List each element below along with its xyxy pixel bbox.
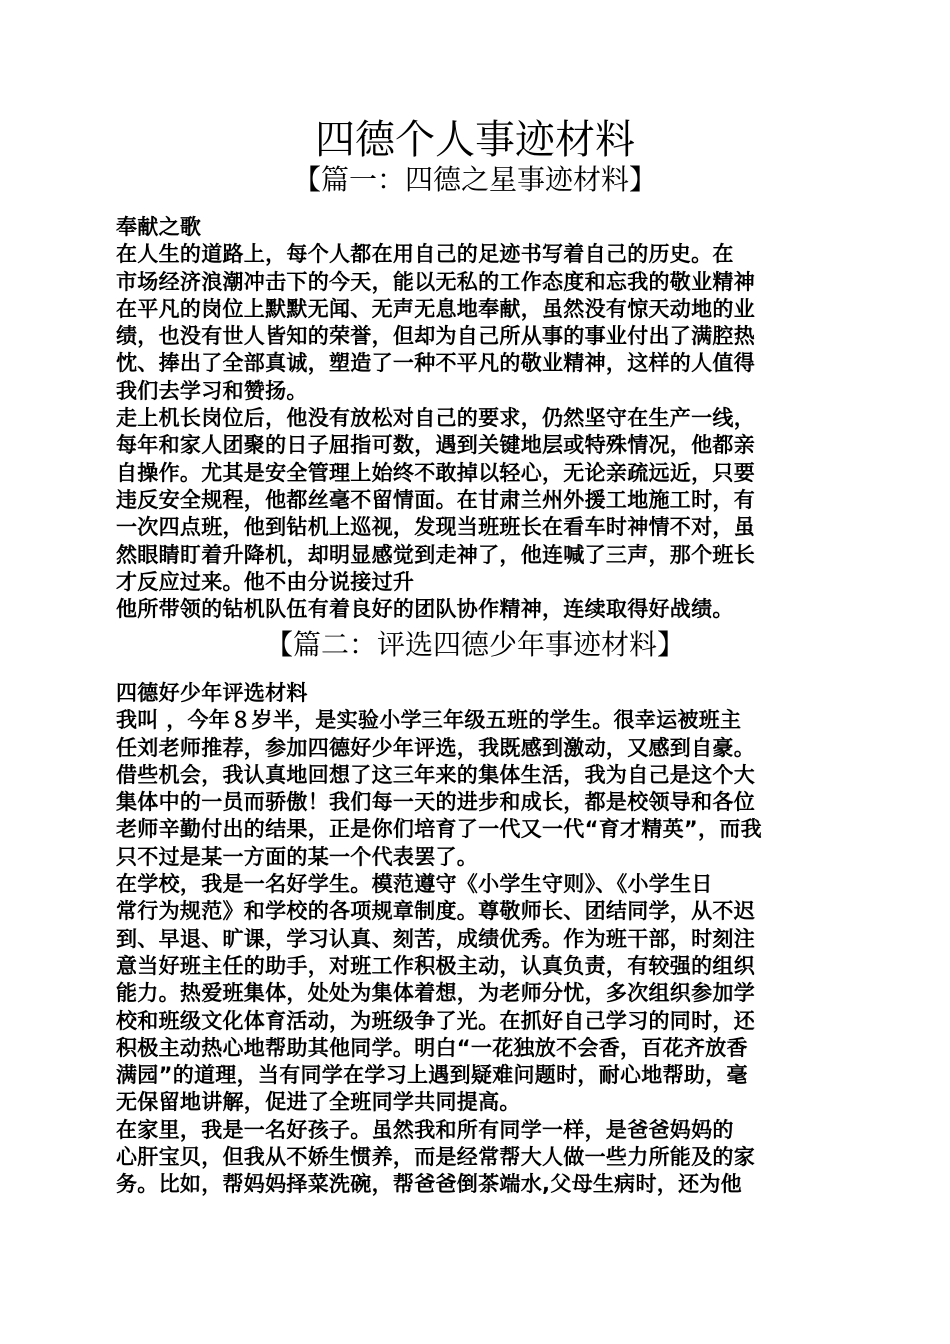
paragraph-line: 无保留地讲解，促进了全班同学共同提高。 [116, 1090, 521, 1115]
paragraph-line: 市场经济浪潮冲击下的今天，能以无私的工作态度和忘我的敬业精神 [116, 269, 755, 294]
paragraph-line: 任刘老师推荐，参加四德好少年评选，我既感到激动，又感到自豪。 [116, 735, 755, 760]
paragraph-line: 我叫 ，今年８岁半，是实验小学三年级五班的学生。很幸运被班主 [116, 708, 742, 733]
section-1-body [116, 214, 838, 623]
paragraph-line: 在家里，我是一名好孩子。虽然我和所有同学一样，是爸爸妈妈的 [116, 1117, 734, 1142]
paragraph-line: 意当好班主任的助手，对班工作积极主动，认真负责，有较强的组织 [116, 953, 755, 978]
section-heading-1: 【篇一：四德之星事迹材料】 [292, 163, 657, 196]
paragraph-line: 能力。热爱班集体，处处为集体着想，为老师分忧，多次组织参加学 [116, 981, 755, 1006]
paragraph-line: 校和班级文化体育活动，为班级争了光。在抓好自己学习的同时，还 [116, 1008, 755, 1033]
paragraph-line: 在学校，我是一名好学生。模范遵守《小学生守则》、《小学生日 [116, 872, 713, 897]
paragraph-line: 走上机长岗位后，他没有放松对自己的要求，仍然坚守在生产一线， [116, 406, 755, 431]
section-2-body [116, 680, 838, 1199]
paragraph-line: 忱、捧出了全部真诚，塑造了一种不平凡的敬业精神，这样的人值得 [116, 351, 755, 376]
paragraph-line: 积极主动热心地帮助其他同学。明白“一花独放不会香，百花齐放香 [116, 1035, 748, 1060]
paragraph-line: 满园”的道理，当有同学在学习上遇到疑难问题时，耐心地帮助，毫 [116, 1063, 748, 1088]
paragraph-line: 在平凡的岗位上默默无闻、无声无息地奉献，虽然没有惊天动地的业 [116, 296, 755, 321]
paragraph-line: 到、早退、旷课，学习认真、刻苦，成绩优秀。作为班干部，时刻注 [116, 926, 755, 951]
paragraph-line: 务。比如，帮妈妈择菜洗碗，帮爸爸倒茶端水,父母生病时，还为他 [116, 1172, 742, 1197]
paragraph-line: 绩，也没有世人皆知的荣誉，但却为自己所从事的事业付出了满腔热 [116, 324, 755, 349]
paragraph-line: 自操作。尤其是安全管理上始终不敢掉以轻心，无论亲疏远近，只要 [116, 460, 755, 485]
document-title: 四德个人事迹材料 [315, 117, 635, 163]
paragraph-subtitle: 奉献之歌 [116, 215, 202, 239]
paragraph-line: 借些机会，我认真地回想了这三年来的集体生活，我为自己是这个大 [116, 762, 755, 787]
paragraph-subtitle: 四德好少年评选材料 [116, 681, 308, 705]
paragraph-line: 违反安全规程，他都丝毫不留情面。在甘肃兰州外援工地施工时，有 [116, 487, 755, 512]
paragraph-line: 只不过是某一方面的某一个代表罢了。 [116, 844, 479, 869]
section-heading-2: 【篇二：评选四德少年事迹材料】 [264, 628, 685, 661]
paragraph-line: 他所带领的钻机队伍有着良好的团队协作精神，连续取得好战绩。 [116, 597, 734, 622]
paragraph-line: 每年和家人团聚的日子屈指可数，遇到关键地层或特殊情况，他都亲 [116, 433, 755, 458]
paragraph-line: 在人生的道路上，每个人都在用自己的足迹书写着自己的历史。在 [116, 242, 734, 267]
paragraph-line: 然眼睛盯着升降机，却明显感觉到走神了，他连喊了三声，那个班长 [116, 542, 755, 567]
paragraph-line: 老师辛勤付出的结果，正是你们培育了一代又一代“育才精英”，而我 [116, 817, 762, 842]
paragraph-line: 一次四点班，他到钻机上巡视，发现当班班长在看车时神情不对，虽 [116, 515, 755, 540]
paragraph-line: 才反应过来。他不由分说接过升 [116, 569, 415, 594]
paragraph-line: 常行为规范》和学校的各项规章制度。尊敬师长、团结同学，从不迟 [116, 899, 755, 924]
paragraph-line: 我们去学习和赞扬。 [116, 378, 308, 403]
paragraph-line: 集体中的一员而骄傲！我们每一天的进步和成长，都是校领导和各位 [116, 790, 755, 815]
paragraph-line: 心肝宝贝，但我从不娇生惯养，而是经常帮大人做一些力所能及的家 [116, 1145, 755, 1170]
